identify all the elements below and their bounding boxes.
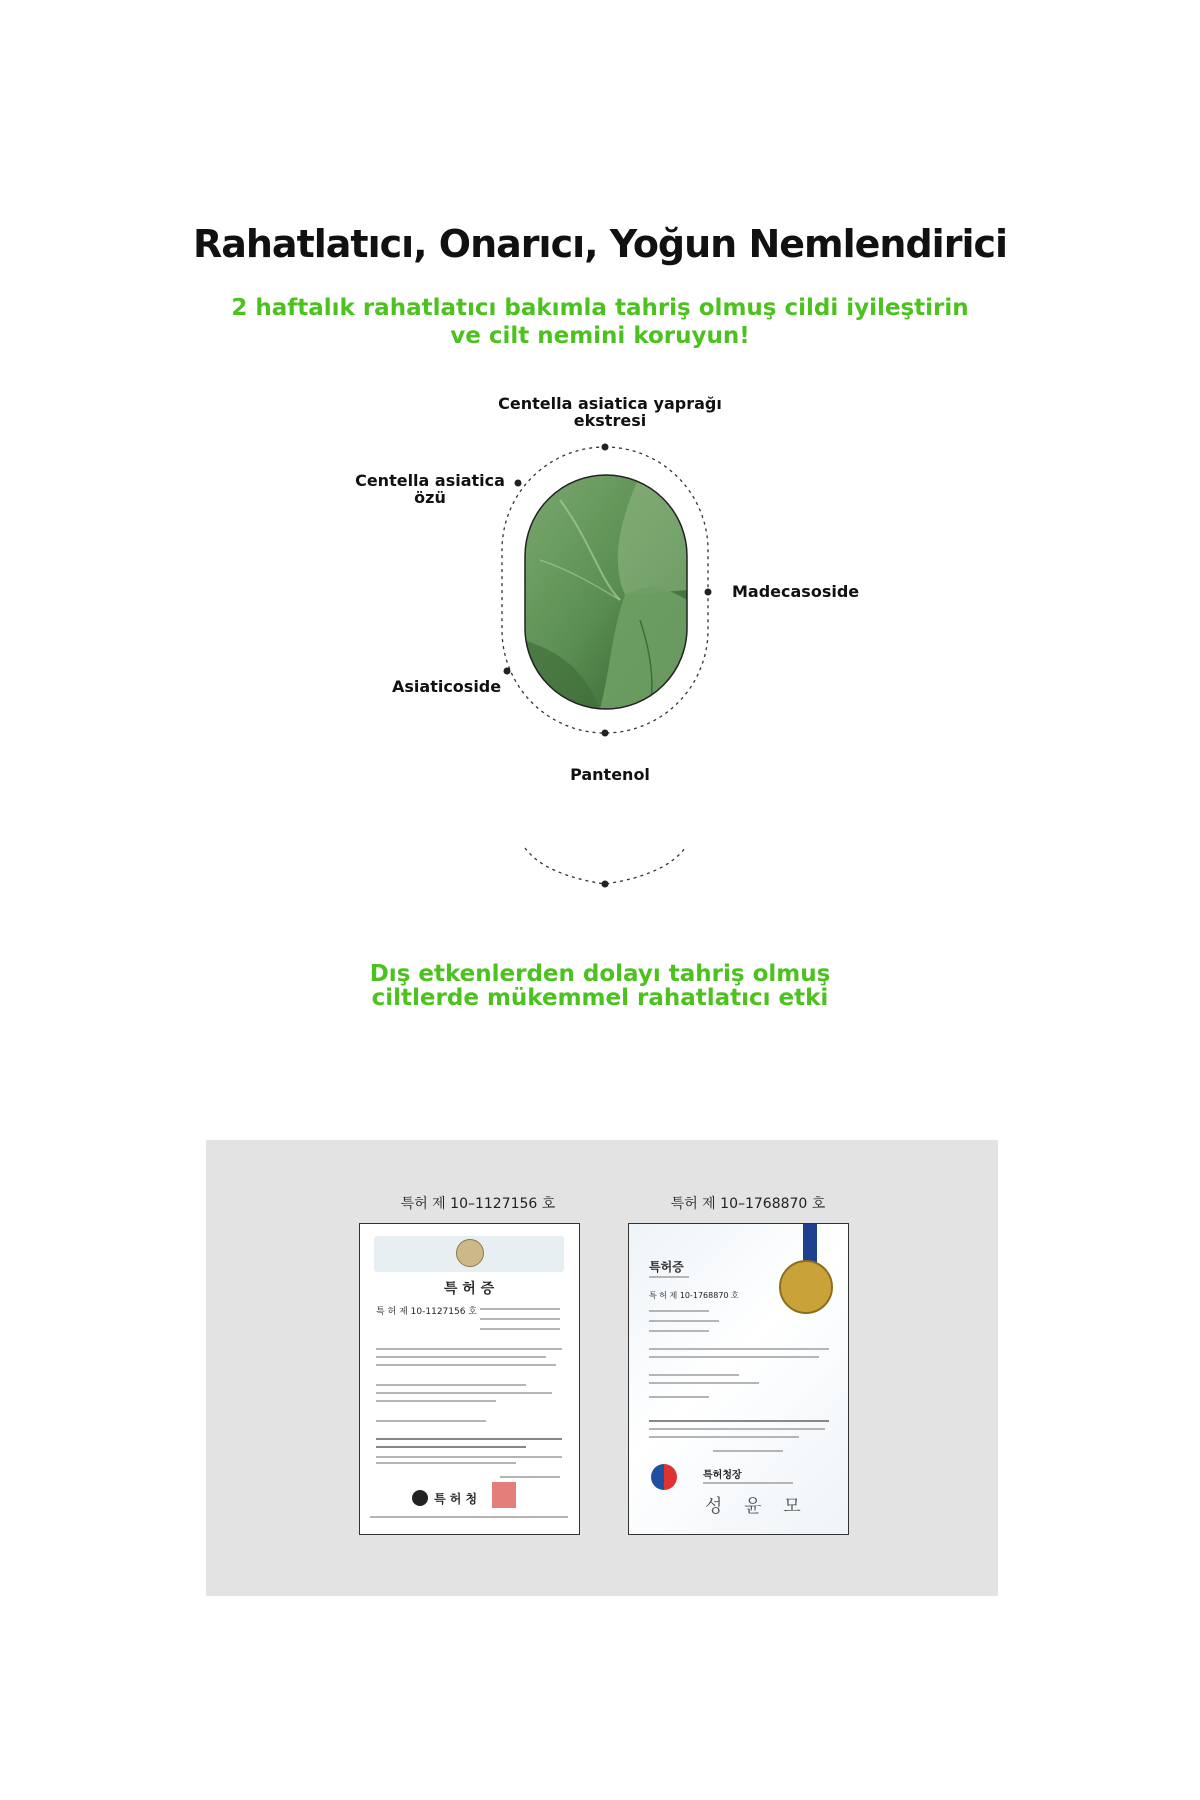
dot-right: [705, 589, 712, 596]
dot-lower-arc: [602, 881, 609, 888]
benefit-text: [0, 962, 1200, 1010]
ingredient-label-bottom: Pantenol: [570, 765, 650, 784]
ingredient-label-right: Madecasoside: [732, 582, 860, 601]
certificate-heading: 특 허 증: [443, 1281, 495, 1297]
ingredient-label-top-left: [345, 472, 515, 506]
dot-top-left: [515, 480, 522, 487]
dot-top: [602, 444, 609, 451]
gold-seal: [779, 1260, 833, 1314]
certificate-heading: 특허증: [649, 1260, 684, 1274]
benefit-line-2: ciltlerde mükemmel rahatlatıcı etki: [371, 985, 829, 1011]
office-logo-icon: [412, 1490, 428, 1506]
patent-label-2: 특허 제 10–1768870 호: [670, 1196, 826, 1212]
patent-certificate-1: [359, 1223, 580, 1535]
ingredient-top-line1: Centella asiatica yaprağı: [498, 394, 722, 413]
patent-panel: [206, 1140, 998, 1596]
patent-number: 특 허 제 10-1127156 호: [376, 1307, 478, 1317]
centella-leaf-image: [525, 475, 687, 709]
subtitle-line-2: ve cilt nemini koruyun!: [450, 323, 750, 349]
page-title: Rahatlatıcı, Onarıcı, Yoğun Nemlendirici: [192, 222, 1008, 266]
patent-label-1: 특허 제 10–1127156 호: [400, 1196, 556, 1212]
office-name: 특허청장: [703, 1470, 742, 1481]
official-seal: [492, 1482, 516, 1508]
ingredient-top-line2: ekstresi: [573, 411, 647, 430]
ingredient-top-left-line2: özü: [414, 488, 446, 507]
lower-dashed-arc: [525, 848, 685, 884]
benefit-line-1: Dış etkenlerden dolayı tahriş olmuş: [369, 961, 831, 987]
dot-bottom: [602, 730, 609, 737]
emblem-icon: [456, 1239, 484, 1267]
office-name: 특 허 청: [434, 1492, 478, 1506]
signature-image: 성 윤 모: [705, 1496, 809, 1517]
dot-left: [504, 668, 511, 675]
patent-number: 특 허 제 10-1768870 호: [649, 1291, 739, 1300]
ingredient-label-top: [460, 395, 760, 429]
ingredient-label-left: Asiaticoside: [392, 677, 502, 696]
ingredient-top-left-line1: Centella asiatica: [355, 471, 505, 490]
subtitle-line-1: 2 haftalık rahatlatıcı bakımla tahriş olmuş cildi iyileştirin: [231, 295, 969, 321]
patent-certificate-2: [628, 1223, 849, 1535]
korea-ip-office-logo: [651, 1464, 677, 1490]
